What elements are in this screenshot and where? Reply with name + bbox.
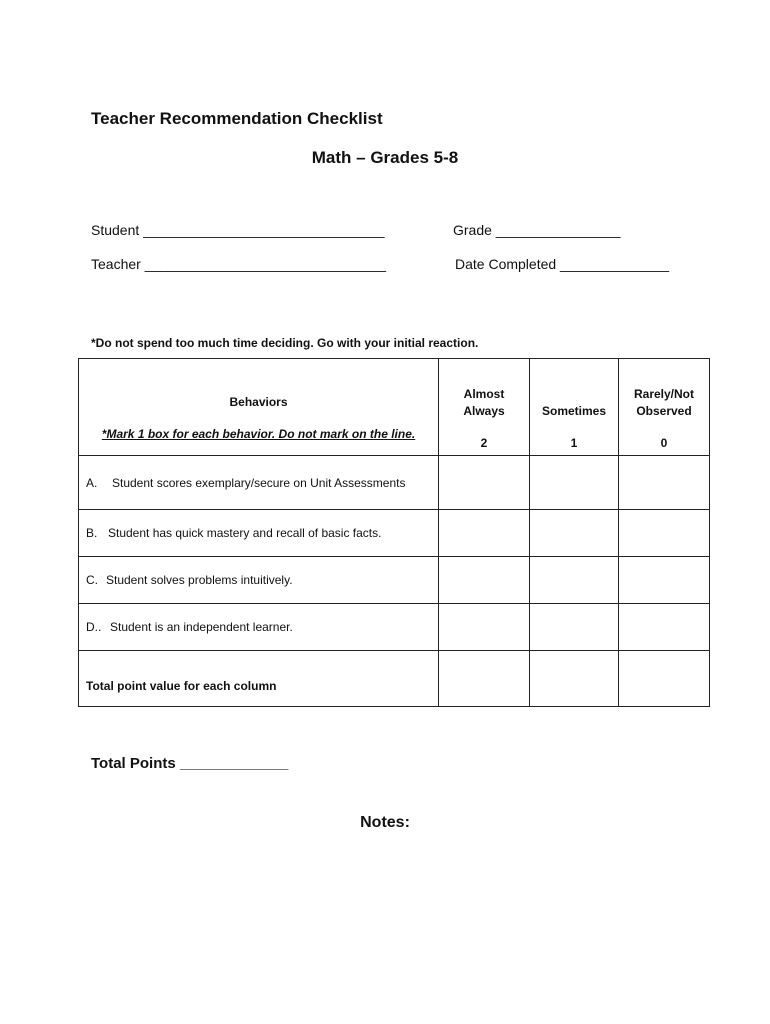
column-point-value: 1 (570, 436, 578, 450)
checkbox-rarely-not-observed[interactable] (619, 456, 710, 510)
checkbox-rarely-not-observed[interactable] (619, 510, 710, 557)
column-header-rarely-not-observed (619, 359, 710, 456)
checkbox-almost-always[interactable] (439, 604, 530, 651)
total-row-label: Total point value for each column (79, 651, 439, 707)
table-row (79, 510, 710, 557)
column-point-value: 2 (480, 436, 488, 450)
behavior-cell (79, 557, 439, 604)
page-title: Teacher Recommendation Checklist (91, 109, 383, 128)
behavior-text: Student has quick mastery and recall of basic facts. (108, 526, 382, 540)
behaviors-note: *Mark 1 box for each behavior. Do not mark on the line. (101, 427, 416, 441)
behavior-text: Student scores exemplary/secure on Unit Assessments (112, 475, 406, 490)
column-header-line2: Observed (636, 404, 692, 418)
checkbox-almost-always[interactable] (439, 510, 530, 557)
behavior-letter: C. (86, 573, 98, 587)
behavior-letter: B. (86, 526, 98, 540)
table-row (79, 456, 710, 510)
checkbox-almost-always[interactable] (439, 557, 530, 604)
total-sometimes-cell[interactable] (530, 651, 619, 707)
notes-heading: Notes: (360, 814, 410, 831)
column-point-value: 0 (660, 436, 668, 450)
table-row (79, 557, 710, 604)
behaviors-header: Behaviors (229, 395, 288, 409)
total-row (79, 651, 710, 707)
column-header-line2: Always (463, 404, 505, 418)
behavior-cell (79, 456, 439, 510)
checkbox-sometimes[interactable] (530, 456, 619, 510)
column-header-sometimes (530, 359, 619, 456)
checkbox-sometimes[interactable] (530, 604, 619, 651)
behavior-letter: D.. (86, 620, 102, 634)
column-header-line1: Almost (463, 387, 505, 401)
grade-field[interactable]: Grade ________________ (453, 222, 621, 238)
behaviors-header-cell (79, 359, 439, 456)
total-rarely-not-observed-cell[interactable] (619, 651, 710, 707)
date-completed-field[interactable]: Date Completed ______________ (455, 256, 670, 272)
behavior-text: Student solves problems intuitively. (106, 573, 293, 587)
behavior-letter: A. (86, 475, 98, 490)
page-subtitle: Math – Grades 5-8 (311, 148, 459, 167)
teacher-field[interactable]: Teacher _______________________________ (91, 256, 387, 272)
checkbox-sometimes[interactable] (530, 557, 619, 604)
total-almost-always-cell[interactable] (439, 651, 530, 707)
table-row (79, 604, 710, 651)
checklist-table (78, 358, 710, 707)
total-points-field[interactable]: Total Points _____________ (91, 755, 289, 772)
column-header-almost-always (439, 359, 530, 456)
table-header-row (79, 359, 710, 456)
behavior-cell (79, 510, 439, 557)
behavior-text: Student is an independent learner. (110, 620, 293, 634)
student-field[interactable]: Student _______________________________ (91, 222, 385, 238)
checkbox-sometimes[interactable] (530, 510, 619, 557)
instruction-text: *Do not spend too much time deciding. Go with your initial reaction. (91, 336, 479, 350)
checkbox-almost-always[interactable] (439, 456, 530, 510)
checkbox-rarely-not-observed[interactable] (619, 604, 710, 651)
column-header-line1: Rarely/Not (633, 387, 695, 401)
behavior-cell (79, 604, 439, 651)
column-header-line2: Sometimes (541, 404, 607, 418)
checkbox-rarely-not-observed[interactable] (619, 557, 710, 604)
